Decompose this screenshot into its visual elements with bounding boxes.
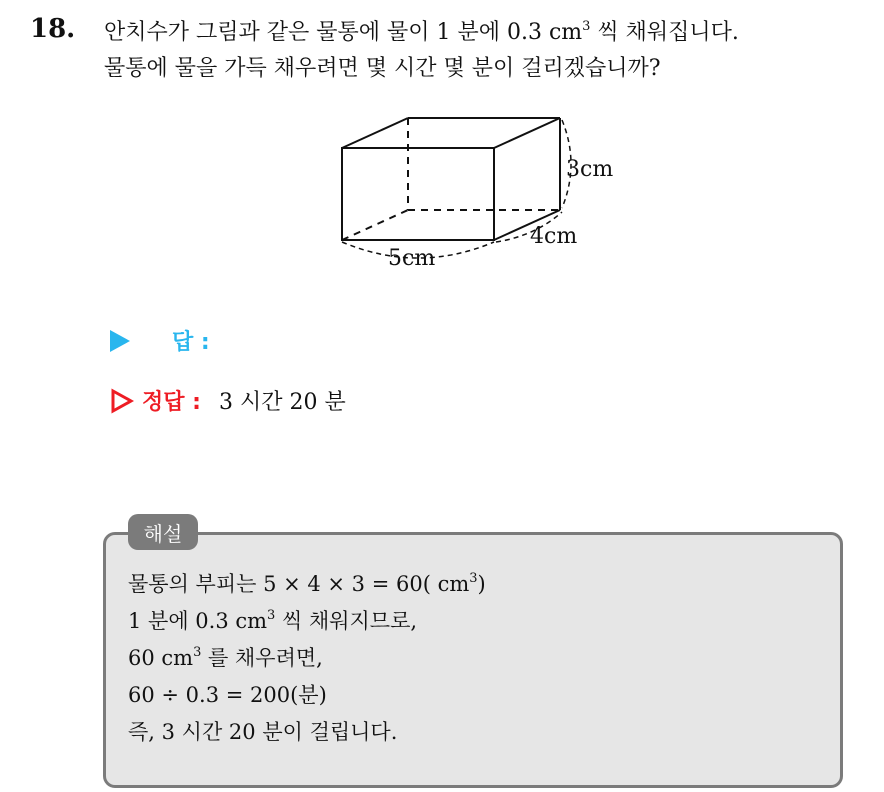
correct-answer-row bbox=[110, 385, 346, 416]
explanation-line-2 bbox=[128, 603, 486, 640]
play-outline-icon bbox=[110, 388, 134, 414]
explanation-line-1-exponent: 3 bbox=[469, 571, 478, 586]
question-line-1-tail: 씩 채워집니다. bbox=[590, 20, 739, 45]
answer-row bbox=[110, 325, 210, 356]
explanation-line-1-tail: ) bbox=[477, 572, 486, 596]
question-text bbox=[104, 15, 874, 87]
cuboid-front-face bbox=[342, 148, 494, 240]
explanation-line-3 bbox=[128, 640, 486, 677]
cuboid-top-right-edge bbox=[494, 118, 560, 148]
question-line-1 bbox=[104, 15, 874, 51]
explanation-tab: 해설 bbox=[128, 514, 198, 550]
explanation-line-1-text: 물통의 부피는 5 × 4 × 3 = 60( cm bbox=[128, 572, 470, 596]
explanation-line-1 bbox=[128, 566, 486, 603]
explanation-line-3-tail: 를 채우려면, bbox=[201, 646, 323, 670]
explanation-line-3-text: 60 cm bbox=[128, 646, 194, 670]
cuboid-hidden-left-edge bbox=[342, 210, 408, 240]
explanation-line-4: 60 ÷ 0.3 = 200(분) bbox=[128, 683, 327, 707]
explanation-body bbox=[128, 566, 486, 751]
height-label: 3cm bbox=[566, 157, 614, 182]
question-line-1-text: 안치수가 그림과 같은 물통에 물이 1 분에 0.3 cm bbox=[104, 20, 583, 45]
correct-answer-label: 정답 : bbox=[142, 390, 201, 415]
cuboid-top-left-edge bbox=[342, 118, 408, 148]
explanation-line-5: 즉, 3 시간 20 분이 걸립니다. bbox=[128, 720, 398, 744]
width-label: 5cm bbox=[388, 246, 436, 271]
question-number: 18. bbox=[30, 14, 76, 44]
depth-label: 4cm bbox=[530, 224, 578, 249]
cuboid-figure bbox=[330, 108, 630, 278]
explanation-line-2-text: 1 분에 0.3 cm bbox=[128, 609, 268, 633]
correct-answer-value: 3 시간 20 분 bbox=[218, 390, 346, 415]
explanation-line-2-exponent: 3 bbox=[267, 608, 276, 623]
play-filled-icon bbox=[110, 330, 130, 352]
question-line-2: 물통에 물을 가득 채우려면 몇 시간 몇 분이 걸리겠습니까? bbox=[104, 56, 661, 81]
explanation-line-3-exponent: 3 bbox=[193, 645, 202, 660]
question-line-1-exponent: 3 bbox=[582, 19, 591, 34]
explanation-line-2-tail: 씩 채워지므로, bbox=[275, 609, 418, 633]
answer-label: 답 : bbox=[172, 330, 210, 355]
